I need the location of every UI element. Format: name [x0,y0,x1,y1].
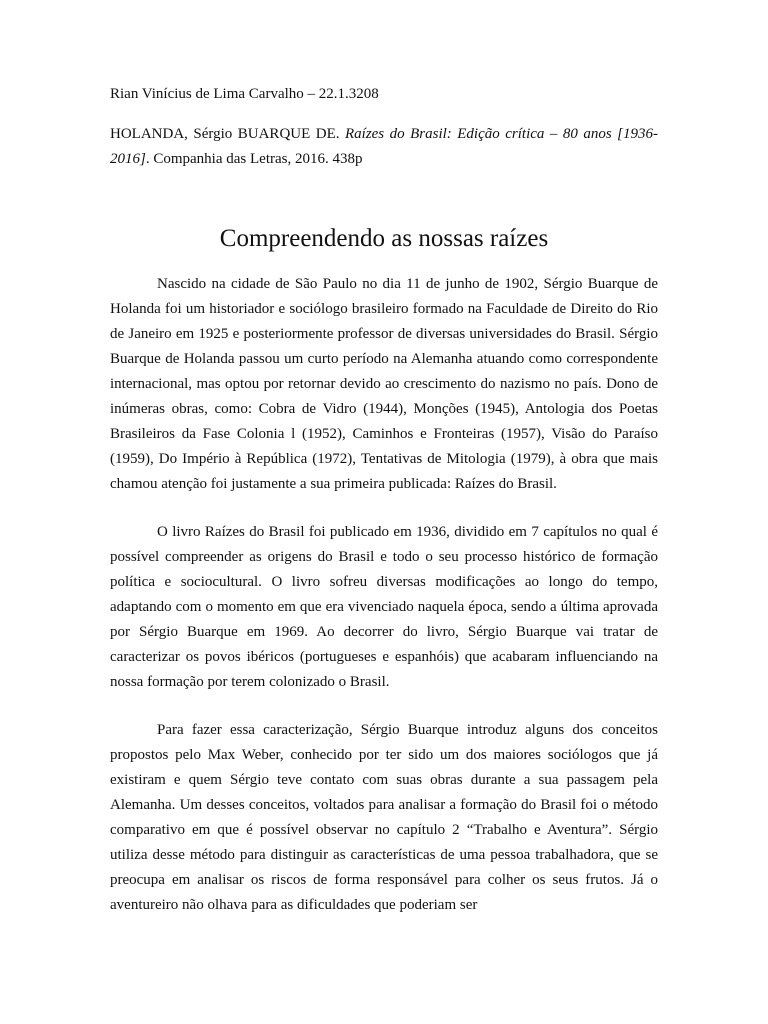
paragraph-3: Para fazer essa caracterização, Sérgio Buarque introduz alguns dos conceitos propostos pelo Max Weber, conhecido por ter sido um dos maiores sociólogos que já existiram e quem Sérgio teve contato com suas obras durante a sua passagem pela Alemanha. Um desses conceitos, voltados para analisar a formação do Brasil foi o método comparativo em que é possível observar no capítulo 2 “Trabalho e Aventura”. Sérgio utiliza desse método para distinguir as características de uma pessoa trabalhadora, que se preocupa em analisar os riscos de forma responsável para colher os seus frutos. Já o aventureiro não olhava para as dificuldades que poderiam ser [110,722,658,913]
author-line: Rian Vinícius de Lima Carvalho – 22.1.3208 [110,86,379,102]
document-title: Compreendendo as nossas raízes [219,225,549,252]
paragraph-1: Nascido na cidade de São Paulo no dia 11 de junho de 1902, Sérgio Buarque de Holanda foi um historiador e sociólogo brasileiro formado na Faculdade de Direito do Rio de Janeiro em 1925 e posteriormente professor de diversas universidades do Brasil. Sérgio Buarque de Holanda passou um curto período na Alemanha atuando como correspondente internacional, mas optou por retornar devido ao crescimento do nazismo no país. Dono de inúmeras obras, como: Cobra de Vidro (1944), Monções (1945), Antologia dos Poetas Brasileiros da Fase Colonia l (1952), Caminhos e Fronteiras (1957), Visão do Paraíso (1959), Do Império à República (1972), Tentativas de Mitologia (1979), à obra que mais chamou atenção foi justamente a sua primeira publicada: Raízes do Brasil. [110,276,658,492]
bibliographic-reference [110,122,658,172]
document-body [110,272,658,941]
paragraph-2: O livro Raízes do Brasil foi publicado em 1936, dividido em 7 capítulos no qual é possível compreender as origens do Brasil e todo o seu processo histórico de formação política e sociocultural. O livro sofreu diversas modificações ao longo do tempo, adaptando com o momento em que era vivenciado naquela época, sendo a última aprovada por Sérgio Buarque em 1969. Ao decorrer do livro, Sérgio Buarque vai tratar de caracterizar os povos ibéricos (portugueses e espanhóis) que acabaram influenciando na nossa formação por terem colonizado o Brasil. [110,524,658,690]
reference-publisher: . Companhia das Letras, 2016. 438p [145,151,363,167]
reference-author: HOLANDA, Sérgio BUARQUE DE. [110,126,340,142]
reference-book-title: Raízes do Brasil: Edição crítica – 80 anos [1936-2016] [110,126,658,167]
